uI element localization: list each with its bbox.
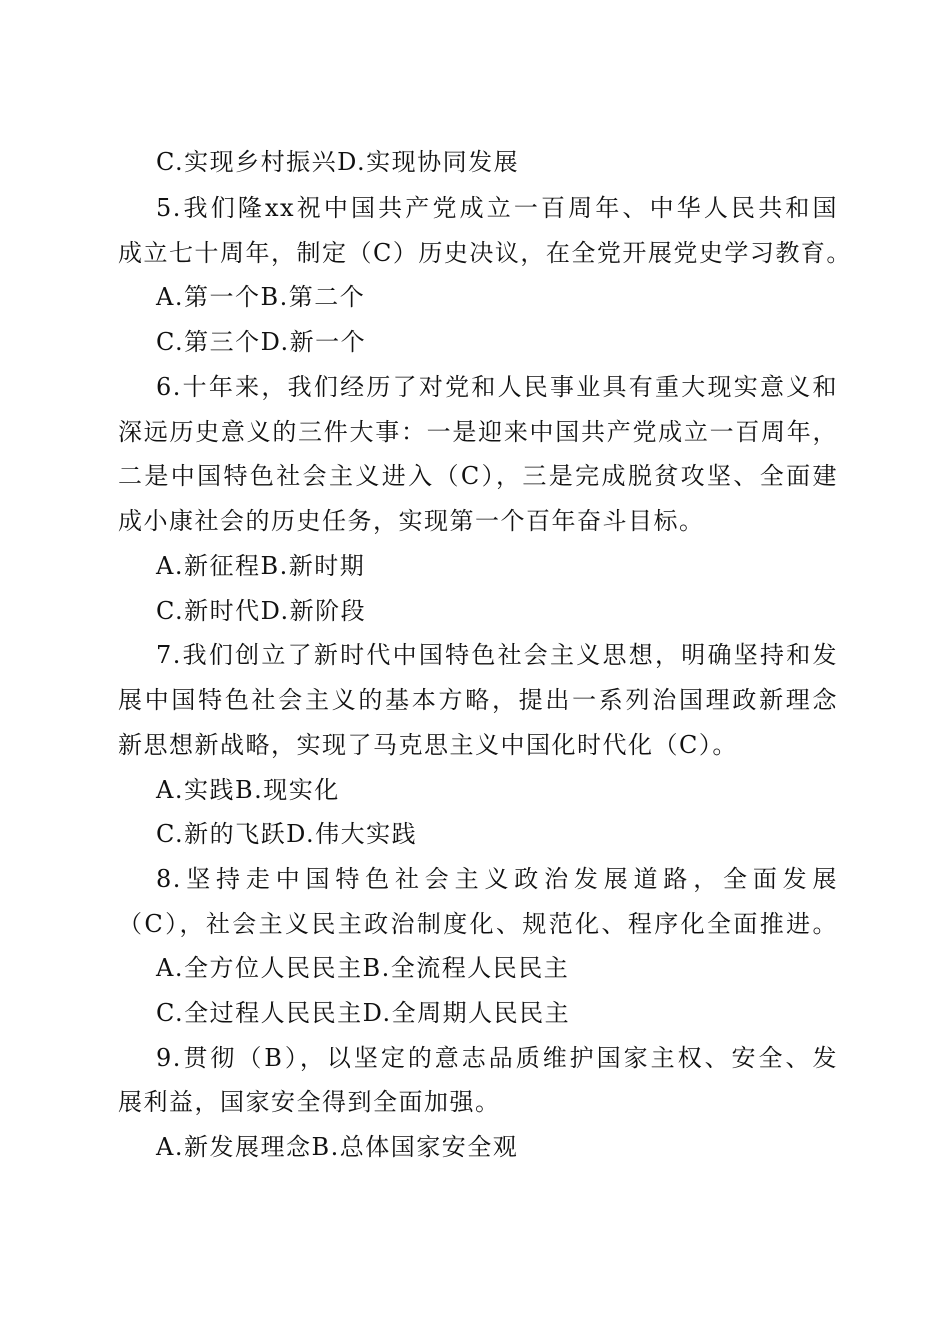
question-7-options-cd: C.新的飞跃D.伟大实践	[156, 820, 418, 848]
question-7-options-ab: A.实践B.现实化	[156, 776, 340, 804]
question-6-options-ab: A.新征程B.新时期	[156, 552, 366, 580]
question-7-line-3: 新思想新战略，实现了马克思主义中国化时代化（C）。	[118, 731, 738, 759]
question-9-options-ab: A.新发展理念B.总体国家安全观	[156, 1133, 519, 1161]
question-8-options-cd: C.全过程人民民主D.全周期人民民主	[156, 999, 571, 1027]
question-6-line-3: 二是中国特色社会主义进入（C），三是完成脱贫攻坚、全面建	[118, 462, 838, 490]
question-5-line-2: 成立七十周年，制定（C）历史决议，在全党开展党史学习教育。	[118, 239, 852, 267]
question-5-options-ab: A.第一个B.第二个	[156, 283, 366, 311]
question-6-line-4: 成小康社会的历史任务，实现第一个百年奋斗目标。	[118, 507, 705, 535]
question-8-line-2: （C），社会主义民主政治制度化、规范化、程序化全面推进。	[118, 910, 838, 938]
question-6-line-2: 深远历史意义的三件大事：一是迎来中国共产党成立一百周年，	[118, 418, 838, 446]
question-8-line-1: 8.坚持走中国特色社会主义政治发展道路，全面发展	[156, 865, 838, 893]
question-6-line-1: 6.十年来，我们经历了对党和人民事业具有重大现实意义和	[156, 373, 838, 401]
question-7-line-1: 7.我们创立了新时代中国特色社会主义思想，明确坚持和发	[156, 641, 838, 669]
question-6-options-cd: C.新时代D.新阶段	[156, 597, 367, 625]
question-9-line-2: 展利益，国家安全得到全面加强。	[118, 1088, 501, 1116]
text-line-1: C.实现乡村振兴D.实现协同发展	[156, 148, 520, 176]
question-5-options-cd: C.第三个D.新一个	[156, 328, 367, 356]
question-9-line-1: 9.贯彻（B），以坚定的意志品质维护国家主权、安全、发	[156, 1044, 838, 1072]
question-5-line-1: 5.我们隆xx祝中国共产党成立一百周年、中华人民共和国	[156, 194, 838, 222]
question-7-line-2: 展中国特色社会主义的基本方略，提出一系列治国理政新理念	[118, 686, 838, 714]
question-8-options-ab: A.全方位人民民主B.全流程人民民主	[156, 954, 570, 982]
